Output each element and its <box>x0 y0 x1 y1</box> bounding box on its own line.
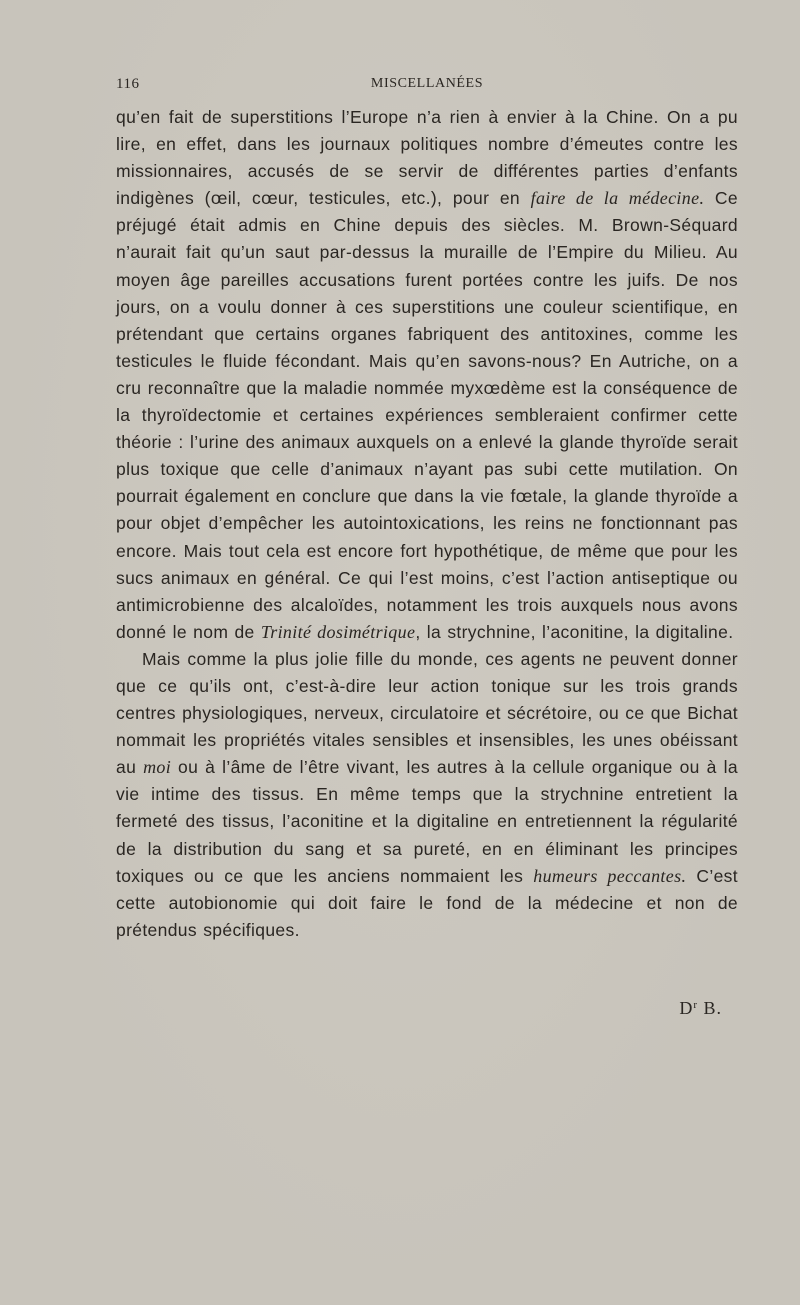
text-run: ou à l’âme de l’être vivant, les autres à la cellule organique ou à la vie intime des tissus. En même temps que la strychnine entretient la fermeté des tissus, l’aconitine et la digitaline en entretiennent la régularité de la distribution du sang et sa pureté, en en éliminant les principes toxiques ou ce que les anciens nommaient les <box>116 757 738 886</box>
text-run: , la strychnine, l’aconitine, la digitaline. <box>415 621 734 642</box>
running-title: MISCELLANÉES <box>370 76 484 91</box>
italic-text: faire de la médecine. <box>530 188 705 209</box>
signature <box>679 998 722 1019</box>
signature-title-superscript: r <box>693 999 698 1011</box>
italic-text: humeurs peccantes. <box>533 865 687 886</box>
text-run: qu’en fait de superstitions l’Europe n’a rien à envier à la Chine. On a pu lire, en effet, dans les journaux politiques nombre d’émeutes contre les missionnaires, accusés de se servir de différentes parties d’enfants indigènes (œil, cœur, testicules, etc.), pour en <box>116 107 738 209</box>
paragraph <box>116 646 738 944</box>
signature-initial: B. <box>703 998 722 1018</box>
paragraph <box>116 104 738 646</box>
text-run: Mais comme la plus jolie fille du monde, ces agents ne peuvent donner que ce qu’ils ont, c’est-à-dire leur action tonique sur les trois grands centres physiologiques, nerveux, circulatoire et sécrétoire, ou ce que Bichat nommait les propriétés vitales sensibles et insensibles, les unes obéissant au <box>116 648 738 778</box>
body-text <box>116 104 738 944</box>
text-run: Ce préjugé était admis en Chine depuis des siècles. M. Brown-Séquard n’aurait fait qu’un saut par-dessus la muraille de l’Empire du Milieu. Au moyen âge pareilles accusations furent portées contre les juifs. De nos jours, on a voulu donner à ces superstitions une couleur scientifique, en prétendant que certains organes fabriquent des antitoxines, comme les testicules le fluide fécondant. Mais qu’en savons-nous? En Autriche, on a cru reconnaître que la maladie nommée myxœdème est la conséquence de la thyroïdectomie et certaines expériences sembleraient confirmer cette théorie : l’urine des animaux auxquels on a enlevé la glande thyroïde serait plus toxique que celle d’animaux n’ayant pas subi cette mutilation. On pourrait également en conclure que dans la vie fœtale, la glande thyroïde a pour objet d’empêcher les autointoxications, les reins ne fonctionnant pas encore. Mais tout cela est encore fort hypothétique, de même que pour les sucs animaux en général. Ce qui l’est moins, c’est l’action antiseptique ou antimicrobienne des alcaloïdes, notamment les trois auxquels nous avons donné le nom de <box>116 188 738 642</box>
signature-title: D <box>679 998 694 1018</box>
text-run: C’est cette autobionomie qui doit faire le fond de la médecine et non de prétendus spécifiques. <box>116 865 738 940</box>
page-header <box>116 76 738 96</box>
italic-text: moi <box>143 757 172 778</box>
italic-text: Trinité dosimétrique <box>260 621 416 642</box>
page-number: 116 <box>116 76 140 92</box>
